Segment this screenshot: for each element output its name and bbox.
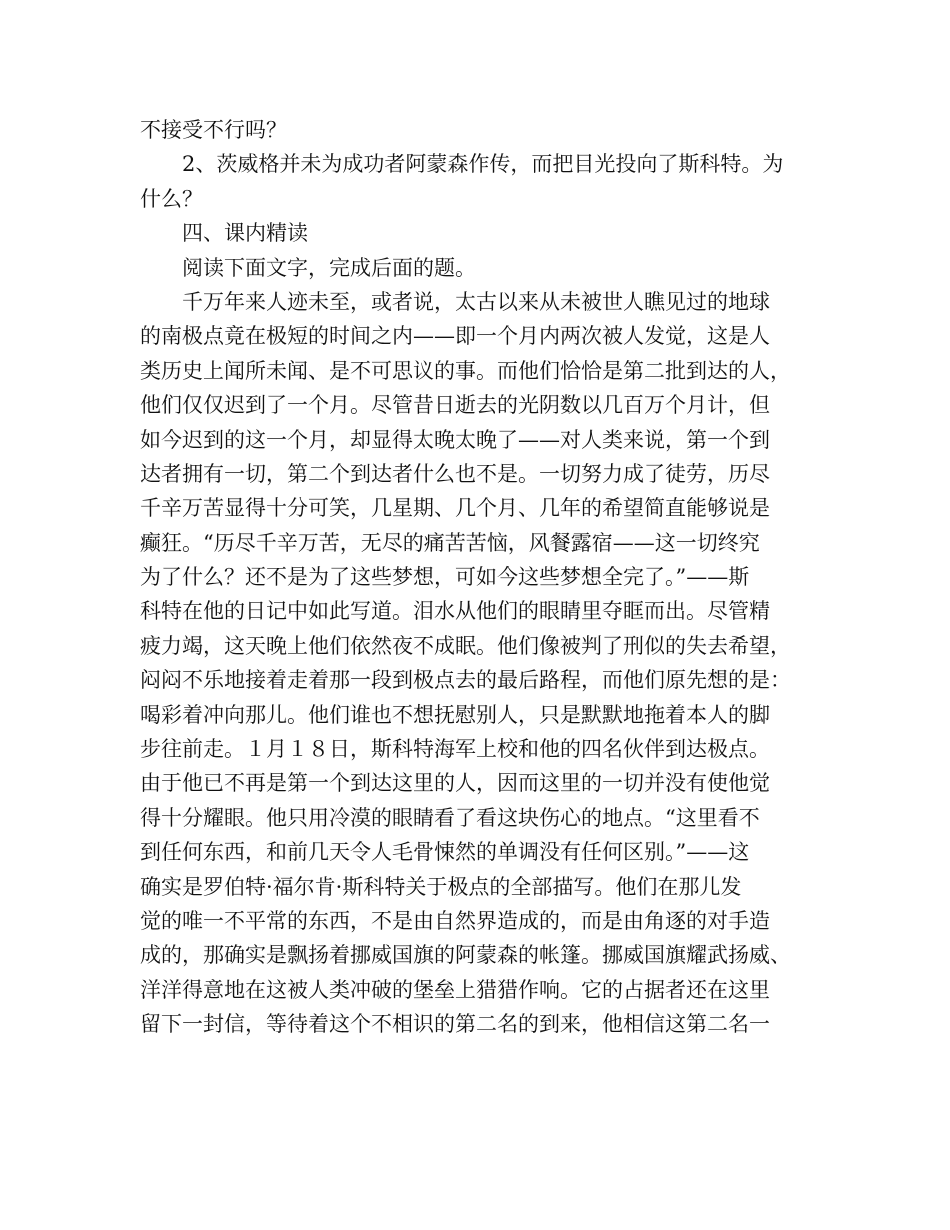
passage-line: 为了什么？还不是为了这些梦想，可如今这些梦想全完了。”——斯 bbox=[140, 565, 750, 590]
passage-line: 洋洋得意地在这被人类冲破的堡垒上猎猎作响。它的占据者还在这里 bbox=[140, 977, 770, 1002]
passage-line: 达者拥有一切，第二个到达者什么也不是。一切努力成了徒劳，历尽 bbox=[140, 461, 770, 486]
passage-line: 闷闷不乐地接着走着那一段到极点去的最后路程，而他们原先想的是： bbox=[140, 668, 791, 693]
passage-line: 千辛万苦显得十分可笑，几星期、几个月、几年的希望简直能够说是 bbox=[140, 496, 770, 521]
text-line: 不接受不行吗？ bbox=[140, 118, 287, 142]
passage-line: 觉的唯一不平常的东西，不是由自然界造成的，而是由角逐的对手造 bbox=[140, 908, 770, 933]
passage-line: 科特在他的日记中如此写道。泪水从他们的眼睛里夺眶而出。尽管精 bbox=[140, 599, 770, 624]
passage-line: 癫狂。“历尽千辛万苦，无尽的痛苦苦恼，风餐露宿——这一切终究 bbox=[140, 530, 760, 555]
passage-line: 他们仅仅迟到了一个月。尽管昔日逝去的光阴数以几百万个月计，但 bbox=[140, 393, 770, 418]
passage-line: 确实是罗伯特·福尔肯·斯科特关于极点的全部描写。他们在那儿发 bbox=[140, 874, 742, 899]
instruction-line: 阅读下面文字，完成后面的题。 bbox=[182, 255, 476, 280]
passage-line: 到任何东西，和前几天令人毛骨悚然的单调没有任何区别。”——这 bbox=[140, 840, 750, 865]
passage-line: 的南极点竟在极短的时间之内——即一个月内两次被人发觉，这是人 bbox=[140, 324, 770, 349]
passage-line: 由于他已不再是第一个到达这里的人，因而这里的一切并没有使他觉 bbox=[140, 771, 770, 796]
passage-line: 步往前走。１月１８日，斯科特海军上校和他的四名伙伴到达极点。 bbox=[140, 737, 770, 762]
passage-line: 留下一封信，等待着这个不相识的第二名的到来，他相信这第二名一 bbox=[140, 1012, 770, 1037]
text-line: 什么？ bbox=[140, 186, 203, 211]
section-heading: 四、课内精读 bbox=[182, 221, 308, 246]
question-2-line: 2、茨威格并未为成功者阿蒙森作传，而把目光投向了斯科特。为 bbox=[182, 152, 784, 177]
passage-line: 千万年来人迹未至，或者说，太古以来从未被世人瞧见过的地球 bbox=[182, 289, 770, 314]
passage-line: 类历史上闻所未闻、是不可思议的事。而他们恰恰是第二批到达的人， bbox=[140, 358, 791, 383]
passage-line: 喝彩着冲向那儿。他们谁也不想抚慰别人，只是默默地拖着本人的脚 bbox=[140, 702, 770, 727]
passage-line: 如今迟到的这一个月，却显得太晚太晚了——对人类来说，第一个到 bbox=[140, 427, 770, 452]
document-body bbox=[140, 113, 810, 1042]
passage-line: 成的，那确实是飘扬着挪威国旗的阿蒙森的帐篷。挪威国旗耀武扬威、 bbox=[140, 943, 791, 968]
passage-line: 得十分耀眼。他只用冷漠的眼睛看了看这块伤心的地点。“这里看不 bbox=[140, 805, 760, 830]
passage-line: 疲力竭，这天晚上他们依然夜不成眠。他们像被判了刑似的失去希望， bbox=[140, 633, 791, 658]
